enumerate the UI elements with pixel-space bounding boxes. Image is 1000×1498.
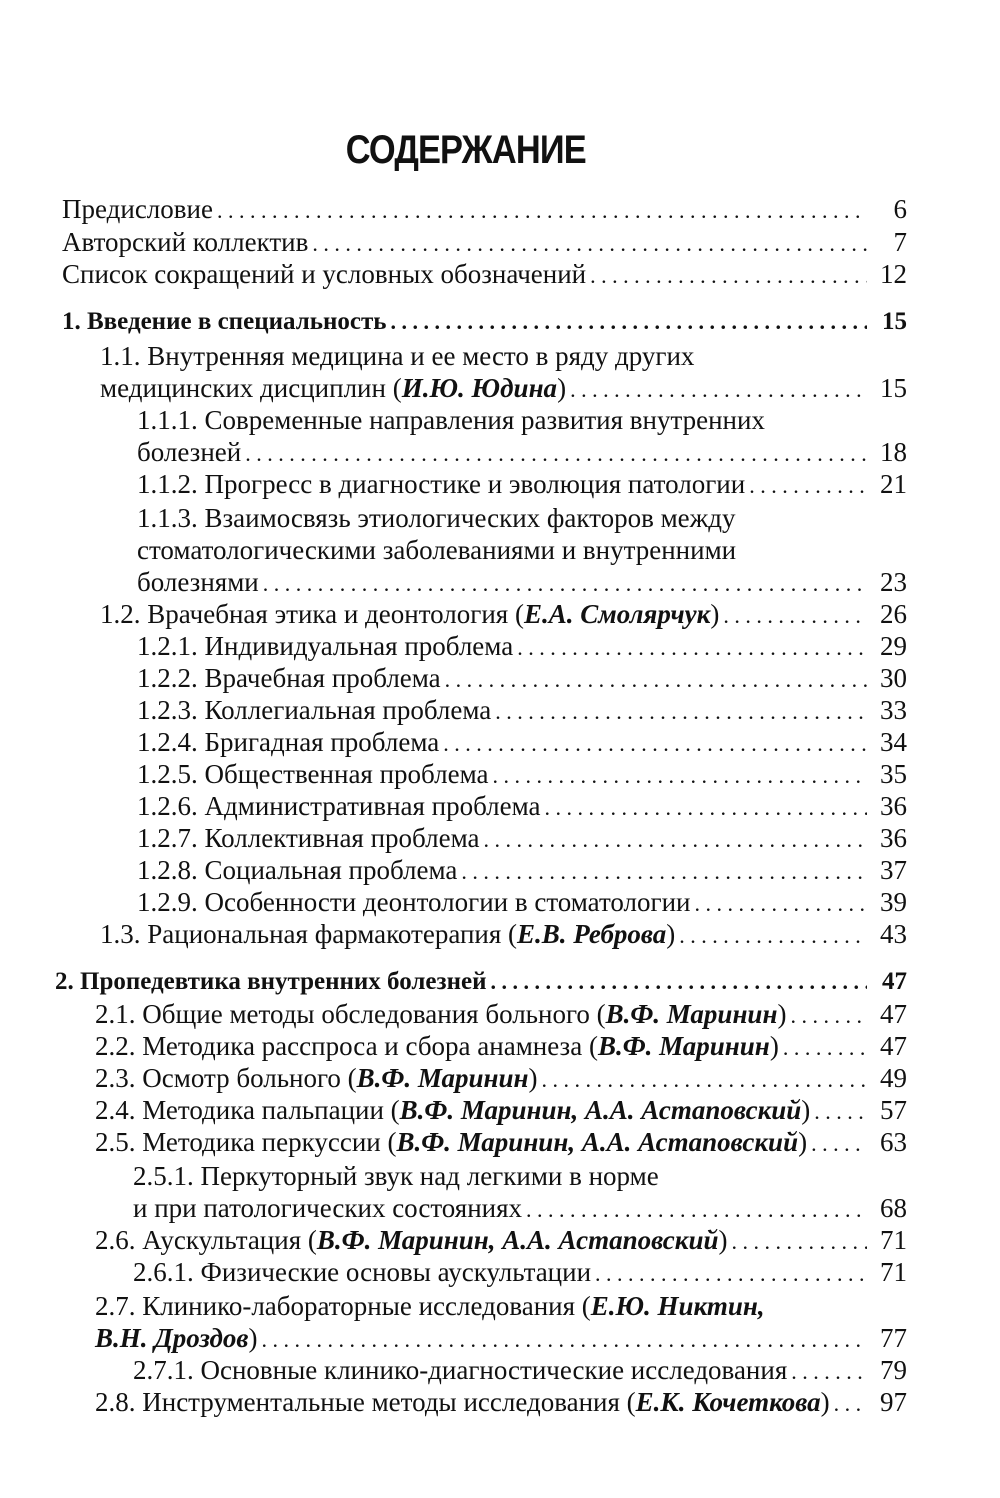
toc-entry-1-1-2[interactable]: 1.1.2. Прогресс в диагностике и эволюция патологии . . . 21 <box>137 468 907 500</box>
page-number: 15 <box>882 308 907 335</box>
dot-leader <box>834 1388 867 1420</box>
dot-leader <box>723 600 867 632</box>
dot-leader <box>217 195 867 227</box>
toc-entry-1-1-3-line2[interactable]: стоматологическими заболеваниями и внутренними <box>137 535 737 565</box>
dot-leader <box>814 1096 867 1128</box>
toc-entry-1-2-8[interactable]: 1.2.8. Социальная проблема . . . 37 <box>137 854 907 886</box>
toc-entry-1-2-3[interactable]: 1.2.3. Коллегиальная проблема . . . 33 <box>137 694 907 726</box>
toc-entry-2-8[interactable]: 2.8. Инструментальные методы исследования (Е.К. Кочеткова) . . . 97 <box>95 1386 907 1418</box>
author-name: И.Ю. Юдина <box>401 373 558 403</box>
dot-leader <box>495 696 867 728</box>
page-number: 18 <box>880 437 907 467</box>
page-number: 36 <box>880 823 907 853</box>
toc-entry-1-2-7[interactable]: 1.2.7. Коллективная проблема . . . 36 <box>137 822 907 854</box>
toc-entry-1-1[interactable]: медицинских дисциплин (И.Ю. Юдина) . . . 15 <box>100 372 907 404</box>
page-number: 35 <box>880 759 907 789</box>
toc-entry-1-2-6[interactable]: 1.2.6. Административная проблема . . . 36 <box>137 790 907 822</box>
toc-entry-1-1-3-line1[interactable]: 1.1.3. Взаимосвязь этиологических факторов между <box>137 503 736 533</box>
dot-leader <box>595 1258 867 1290</box>
author-name: В.Ф. Маринин <box>356 1063 529 1093</box>
toc-entry-1-1-1[interactable]: болезней . . . 18 <box>137 436 907 468</box>
dot-leader <box>312 228 867 260</box>
page-number: 29 <box>880 631 907 661</box>
toc-entry-preface[interactable]: Предисловие . . . 6 <box>62 193 907 225</box>
toc-entry-2-7-line1[interactable]: 2.7. Клинико-лабораторные исследования (Е.Ю. Никтин, <box>95 1291 765 1321</box>
author-name: В.Ф. Маринин <box>605 999 778 1029</box>
page-number: 12 <box>880 259 907 289</box>
page-number: 79 <box>880 1355 907 1385</box>
dot-leader <box>545 792 867 824</box>
toc-entry-1-2-4[interactable]: 1.2.4. Бригадная проблема . . . 34 <box>137 726 907 758</box>
dot-leader <box>245 438 867 470</box>
dot-leader <box>679 920 867 952</box>
dot-leader <box>790 1000 867 1032</box>
page-number: 7 <box>893 227 907 257</box>
toc-entry-abbreviations[interactable]: Список сокращений и условных обозначений . . . 12 <box>62 258 907 290</box>
dot-leader <box>541 1064 867 1096</box>
toc-entry-2-5-1[interactable]: и при патологических состояниях . . . 68 <box>133 1192 907 1224</box>
page-number: 57 <box>880 1095 907 1125</box>
toc-entry-2-6-1[interactable]: 2.6.1. Физические основы аускультации . . . 71 <box>133 1256 907 1288</box>
page-number: 47 <box>880 999 907 1029</box>
toc-entry-2-4[interactable]: 2.4. Методика пальпации (В.Ф. Маринин, А.А. Астаповский) . . . 57 <box>95 1094 907 1126</box>
toc-entry-1-2-2[interactable]: 1.2.2. Врачебная проблема . . . 30 <box>137 662 907 694</box>
dot-leader <box>526 1194 867 1226</box>
page-number: 34 <box>880 727 907 757</box>
author-name: В.Ф. Маринин <box>597 1031 770 1061</box>
toc-entry-1-1-3[interactable]: болезнями . . . 23 <box>137 566 907 598</box>
toc-entry-2-5[interactable]: 2.5. Методика перкуссии (В.Ф. Маринин, А.А. Астаповский) . . . 63 <box>95 1126 907 1158</box>
toc-section-2[interactable]: 2. Пропедевтика внутренних болезней . . . 47 <box>55 966 907 998</box>
toc-entry-1-3[interactable]: 1.3. Рациональная фармакотерапия (Е.В. Реброва) . . . 43 <box>100 918 907 950</box>
dot-leader <box>261 1324 867 1356</box>
author-name: Е.Ю. Никтин, <box>590 1291 765 1321</box>
author-name: В.Н. Дроздов <box>95 1323 249 1353</box>
dot-leader <box>732 1226 868 1258</box>
dot-leader <box>791 1356 867 1388</box>
page-number: 37 <box>880 855 907 885</box>
page-number: 71 <box>880 1225 907 1255</box>
page-number: 71 <box>880 1257 907 1287</box>
toc-entry-1-2[interactable]: 1.2. Врачебная этика и деонтология (Е.А. Смолярчук) . . . 26 <box>100 598 907 630</box>
author-name: Е.В. Реброва <box>517 919 667 949</box>
page-number: 49 <box>880 1063 907 1093</box>
page-number: 39 <box>880 887 907 917</box>
dot-leader <box>390 306 867 338</box>
dot-leader <box>749 470 867 502</box>
page-number: 97 <box>880 1387 907 1417</box>
author-name: В.Ф. Маринин, А.А. Астаповский <box>396 1127 799 1157</box>
toc-entry-1-2-5[interactable]: 1.2.5. Общественная проблема . . . 35 <box>137 758 907 790</box>
toc-entry-2-7-1[interactable]: 2.7.1. Основные клинико-диагностические исследования . . . 79 <box>133 1354 907 1386</box>
toc-section-1[interactable]: 1. Введение в специальность . . . 15 <box>62 306 907 338</box>
page-number: 21 <box>880 469 907 499</box>
dot-leader <box>695 888 868 920</box>
dot-leader <box>263 568 867 600</box>
page-number: 77 <box>880 1323 907 1353</box>
toc-entry-2-2[interactable]: 2.2. Методика расспроса и сбора анамнеза (В.Ф. Маринин) . . . 47 <box>95 1030 907 1062</box>
dot-leader <box>483 824 867 856</box>
toc-entry-2-6[interactable]: 2.6. Аускультация (В.Ф. Маринин, А.А. Астаповский) . . . 71 <box>95 1224 907 1256</box>
page-number: 43 <box>880 919 907 949</box>
page-number: 68 <box>880 1193 907 1223</box>
dot-leader <box>461 856 867 888</box>
author-name: Е.К. Кочеткова <box>635 1387 821 1417</box>
toc-entry-2-5-1-line1[interactable]: 2.5.1. Перкуторный звук над легкими в норме <box>133 1161 659 1191</box>
toc-entry-2-1[interactable]: 2.1. Общие методы обследования больного (В.Ф. Маринин) . . . 47 <box>95 998 907 1030</box>
page-number: 47 <box>882 968 907 995</box>
author-name: Е.А. Смолярчук <box>523 599 711 629</box>
dot-leader <box>445 664 867 696</box>
author-name: В.Ф. Маринин, А.А. Астаповский <box>399 1095 802 1125</box>
page-number: 26 <box>880 599 907 629</box>
page-title: СОДЕРЖАНИЕ <box>345 128 586 172</box>
page-number: 47 <box>880 1031 907 1061</box>
toc-entry-1-2-1[interactable]: 1.2.1. Индивидуальная проблема . . . 29 <box>137 630 907 662</box>
toc-entry-1-2-9[interactable]: 1.2.9. Особенности деонтологии в стоматологии . . . 39 <box>137 886 907 918</box>
dot-leader <box>490 966 867 998</box>
toc-entry-2-7[interactable]: В.Н. Дроздов) . . . 77 <box>95 1322 907 1354</box>
page-number: 33 <box>880 695 907 725</box>
page-number: 15 <box>880 373 907 403</box>
author-name: В.Ф. Маринин, А.А. Астаповский <box>316 1225 719 1255</box>
toc-entry-1-1-line1[interactable]: 1.1. Внутренняя медицина и ее место в ряду других <box>100 341 695 371</box>
page-number: 63 <box>880 1127 907 1157</box>
dot-leader <box>811 1128 867 1160</box>
toc-entry-1-1-1-line1[interactable]: 1.1.1. Современные направления развития внутренних <box>137 405 765 435</box>
page-number: 36 <box>880 791 907 821</box>
dot-leader <box>570 374 867 406</box>
page-number: 6 <box>893 194 907 224</box>
dot-leader <box>517 632 867 664</box>
toc-entry-2-3[interactable]: 2.3. Осмотр больного (В.Ф. Маринин) . . . 49 <box>95 1062 907 1094</box>
page-number: 30 <box>880 663 907 693</box>
toc-entry-authors[interactable]: Авторский коллектив . . . 7 <box>62 226 907 258</box>
page-number: 23 <box>880 567 907 597</box>
dot-leader <box>590 260 867 292</box>
dot-leader <box>492 760 867 792</box>
dot-leader <box>783 1032 867 1064</box>
dot-leader <box>443 728 867 760</box>
